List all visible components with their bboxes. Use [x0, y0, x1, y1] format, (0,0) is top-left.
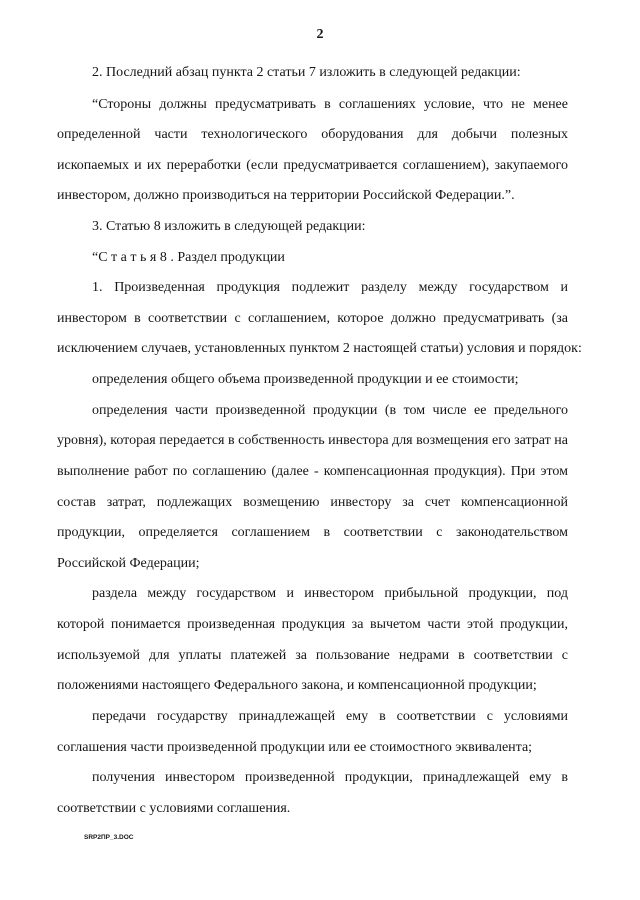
paragraph-line: “Стороны должны предусматривать в соглашениях условие, что не менее [92, 97, 568, 112]
paragraph-line: передачи государству принадлежащей ему в соответствии с условиями [92, 709, 568, 724]
paragraph-line: определения части произведенной продукции (в том числе ее предельного [92, 403, 568, 418]
paragraph-line: соглашения части произведенной продукции или ее стоимостного эквивалента; [57, 740, 533, 755]
paragraph-line: используемой для уплаты платежей за пользование недрами в соответствии с [57, 648, 568, 663]
page-number: 2 [316, 27, 324, 42]
paragraph-line: Российской Федерации; [57, 556, 200, 571]
paragraph-line: 1. Произведенная продукция подлежит разделу между государством и [92, 280, 568, 295]
paragraph-line: продукции, определяется соглашением в соответствии с законодательством [57, 525, 568, 540]
paragraph-line: которой понимается произведенная продукция за вычетом части этой продукции, [57, 617, 568, 632]
paragraph-line: положениями настоящего Федерального закона, и компенсационной продукции; [57, 678, 537, 693]
paragraph-line: соответствии с условиями соглашения. [57, 801, 291, 816]
paragraph-line: получения инвестором произведенной продукции, принадлежащей ему в [92, 770, 568, 785]
paragraph-line: 3. Статью 8 изложить в следующей редакции: [92, 219, 366, 234]
paragraph-line: определенной части технологического оборудования для добычи полезных [57, 127, 568, 142]
paragraph-line: инвестором, должно производиться на территории Российской Федерации.”. [57, 188, 515, 203]
paragraph-line: 2. Последний абзац пункта 2 статьи 7 изложить в следующей редакции: [92, 65, 521, 80]
paragraph-line: исключением случаев, установленных пунктом 2 настоящей статьи) условия и порядок: [57, 341, 582, 356]
paragraph-line: определения общего объема произведенной продукции и ее стоимости; [92, 372, 519, 387]
paragraph-line: выполнение работ по соглашению (далее - компенсационная продукция). При этом [57, 464, 568, 479]
article-heading: “С т а т ь я 8 . Раздел продукции [92, 250, 285, 265]
paragraph-line: раздела между государством и инвестором прибыльной продукции, под [92, 586, 568, 601]
paragraph-line: состав затрат, подлежащих возмещению инвестору за счет компенсационной [57, 495, 568, 510]
file-name-footer: SRP2ПР_3.DOC [84, 834, 134, 841]
paragraph-line: ископаемых и их переработки (если предусматривается соглашением), закупаемого [57, 158, 568, 173]
paragraph-line: инвестором в соответствии с соглашением, которое должно предусматривать (за [57, 311, 568, 326]
paragraph-line: уровня), которая передается в собственность инвестора для возмещения его затрат на [57, 433, 568, 448]
